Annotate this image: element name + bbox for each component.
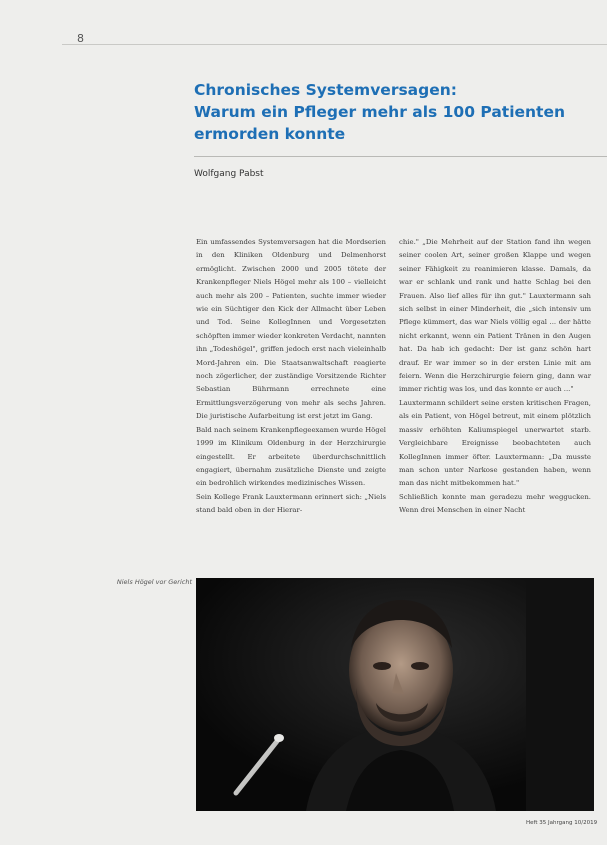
paragraph: Bald nach seinem Krankenpflegeexamen wurde Högel 1999 im Klinikum Oldenburg in der Herzchirurgie eingestellt. Er arbeitete überdurchschnittlich engagiert, übernahm zusätzliche Dienste und zeigte ein bedrohlich wirkendes medizinisches Wissen. — [196, 425, 386, 488]
page-number: 8 — [77, 32, 84, 45]
paragraph: Ein umfassendes Systemversagen hat die Mordserien in den Kliniken Oldenburg und Delmenhorst ermöglicht. Zwischen 2000 und 2005 tötete der Krankenpfleger Niels Högel mehr als 100 – vielleicht auch mehr als 200 – Patienten, suchte immer wieder wie ein Süchtiger den Kick der Allmacht über Leben und Tod. Seine KollegInnen und Vorgesetzten schöpften immer wieder konkreten Verdacht, nannten ihn „Todeshögel", griffen jedoch erst nach vieleinhalb Mord-Jahren ein. Die Staatsanwaltschaft reagierte noch zögerlicher, der zuständige Vorsitzende Richter Sebastian Bührmann errechnete eine Ermittlungsverzögerung von mehr als sechs Jahren. Die juristische Aufarbeitung ist erst jetzt im Gang. — [196, 238, 386, 421]
paragraph: chie." „Die Mehrheit auf der Station fand ihn wegen seiner coolen Art, seiner großen Klappe und wegen seiner Fähigkeit zu reanimieren klasse. Damals, da war er schlank und rank und hatte Schlag bei den Frauen. Also lief alles für ihn gut." Lauxtermann sah sich selbst in einer Minderheit, die „sich intensiv um Pflege kümmert, das war Niels völlig egal ... der hätte nicht erkannt, wenn ein Patient Tränen in den Augen hat. Da hab ich gedacht: Der ist ganz schön hart drauf. Er war immer so in der ersten Linie mit am feiern. Wenn die Herzchirurgie feiern ging, dann war immer richtig was los, und das konnte er auch ..." — [399, 238, 591, 394]
article-title — [194, 79, 584, 145]
article-column-left — [196, 236, 386, 518]
paragraph: Sein Kollege Frank Lauxtermann erinnert sich: „Niels stand bald oben in der Hierar- — [196, 492, 386, 515]
author-name: Wolfgang Pabst — [194, 169, 264, 179]
paragraph: Lauxtermann schildert seine ersten kritischen Fragen, als ein Patient, von Högel betreut, mit einem plötzlich massiv erhöhten Kaliumspiegel unerwartet starb. Vergleichbare Ereignisse beobachteten auch KollegInnen immer öfter. Lauxtermann: „Da musste man schon unter Narkose gestanden haben, wenn man das nicht mitbekommen hat." — [399, 398, 591, 488]
title-divider — [194, 156, 607, 157]
header-rule — [62, 44, 607, 45]
page-footer: Heft 35 Jahrgang 10/2019 — [526, 820, 598, 826]
portrait-illustration — [196, 578, 594, 811]
title-line-3: ermorden konnte — [194, 125, 346, 143]
article-column-right — [399, 236, 591, 518]
title-line-1: Chronisches Systemversagen: — [194, 81, 457, 99]
title-line-2: Warum ein Pfleger mehr als 100 Patienten — [194, 103, 566, 121]
courtroom-photo — [196, 578, 594, 811]
paragraph: Schließlich konnte man geradezu mehr weggucken. Wenn drei Menschen in einer Nacht — [399, 492, 591, 515]
photo-caption: Niels Högel vor Gericht — [116, 578, 192, 586]
